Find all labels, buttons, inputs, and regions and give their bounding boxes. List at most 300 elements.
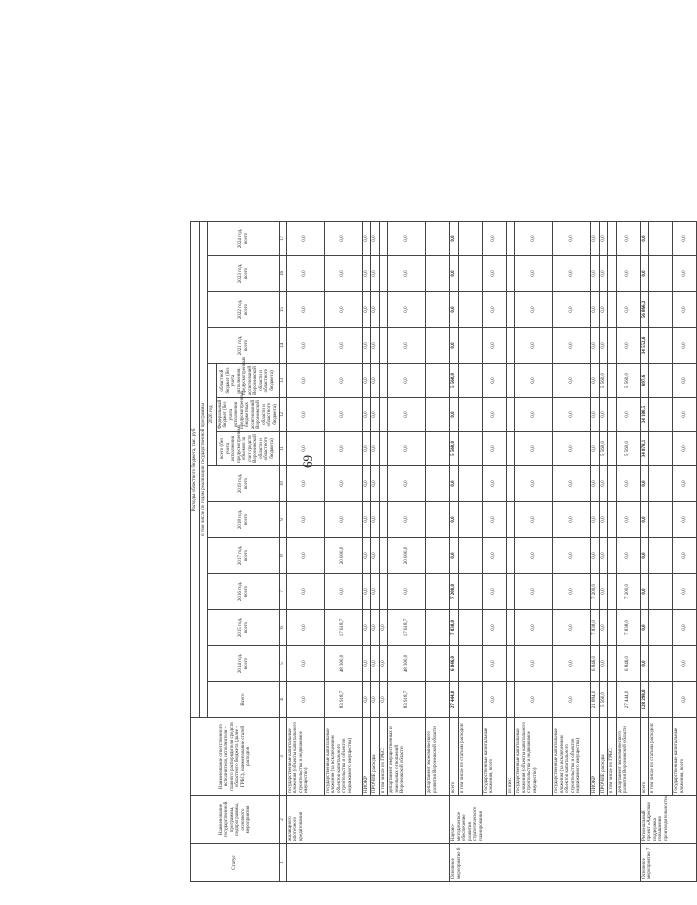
value-cell	[649, 398, 673, 432]
value-cell	[649, 538, 673, 574]
value-cell	[458, 398, 482, 432]
value-cell	[426, 466, 450, 502]
executor-cell: департамент экономического развития Воронежской области	[426, 718, 450, 796]
value-cell: 0,0	[450, 466, 459, 502]
value-cell	[506, 646, 515, 682]
value-cell	[458, 364, 482, 398]
value-cell	[458, 610, 482, 646]
value-cell: 0,0	[515, 292, 553, 328]
value-cell	[458, 466, 482, 502]
value-cell: 7 838,0	[616, 610, 640, 646]
value-cell: 0,0	[515, 502, 553, 538]
status-header: Статус	[191, 844, 280, 882]
value-cell: 0,0	[482, 502, 506, 538]
value-cell: 0,0	[616, 398, 640, 432]
value-cell: 6 846,0	[616, 646, 640, 682]
value-cell: 128 298,8	[640, 682, 649, 718]
value-cell	[649, 502, 673, 538]
value-cell	[608, 398, 617, 432]
value-cell: 0,0	[379, 682, 388, 718]
year-2019-header: 2019 год, всего	[208, 466, 280, 502]
value-cell: 0,0	[362, 538, 371, 574]
value-cell: 0,0	[371, 538, 380, 574]
value-cell: 34 878,1	[640, 432, 649, 466]
value-cell: 0,0	[388, 221, 426, 255]
value-cell: 0,0	[553, 292, 591, 328]
value-cell: 0,0	[286, 398, 324, 432]
value-cell	[608, 221, 617, 255]
column-number: 1	[280, 844, 287, 882]
table-row	[286, 221, 324, 881]
value-cell	[649, 256, 673, 292]
value-cell	[506, 364, 515, 398]
value-cell: 0,0	[362, 610, 371, 646]
value-cell: 0,0	[553, 574, 591, 610]
column-number: 6	[280, 610, 287, 646]
table-row	[450, 221, 459, 881]
executor-cell: в том числе по статьям расходов:	[649, 718, 673, 796]
table-row	[324, 221, 362, 881]
value-cell: 0,0	[388, 432, 426, 466]
table-row	[608, 221, 617, 881]
value-cell: 0,0	[673, 256, 697, 292]
value-cell: 0,0	[591, 538, 600, 574]
year-2021-header: 2021 год, всего	[208, 328, 280, 364]
value-cell: 0,0	[640, 574, 649, 610]
value-cell: 0,0	[286, 292, 324, 328]
year-2022-header: 2022 год, всего	[208, 292, 280, 328]
value-cell: 0,0	[640, 466, 649, 502]
value-cell: 0,0	[515, 466, 553, 502]
value-cell	[426, 502, 450, 538]
value-cell	[608, 292, 617, 328]
value-cell	[426, 646, 450, 682]
value-cell: 0,0	[324, 221, 362, 255]
value-cell: 0,0	[388, 398, 426, 432]
program-name-cell: жилищного ипотечного кредитования	[286, 796, 450, 844]
value-cell: 0,0	[450, 292, 459, 328]
value-cell: 0,0	[371, 432, 380, 466]
value-cell: 0,0	[673, 574, 697, 610]
value-cell: 0,0	[324, 398, 362, 432]
value-cell	[649, 574, 673, 610]
value-cell: 0,0	[599, 221, 608, 255]
value-cell: 0,0	[286, 221, 324, 255]
value-cell	[608, 538, 617, 574]
value-cell: 0,0	[286, 502, 324, 538]
value-cell: 0,0	[673, 502, 697, 538]
value-cell: 5 560,0	[616, 432, 640, 466]
value-cell	[608, 364, 617, 398]
value-cell: 7 200,0	[616, 574, 640, 610]
program-name-cell: Региональный проект «Адресная поддержка повышения производительности»	[640, 796, 697, 844]
value-cell: 7 838,0	[450, 610, 459, 646]
value-cell	[426, 256, 450, 292]
executor-cell: департамент имущественных и земельных отношений Воронежской области	[388, 718, 426, 796]
value-cell	[506, 256, 515, 292]
value-cell: 0,0	[515, 538, 553, 574]
value-cell: 0,0	[362, 328, 371, 364]
table-row	[362, 221, 371, 881]
value-cell	[649, 610, 673, 646]
value-cell	[506, 398, 515, 432]
value-cell: 34 180,5	[640, 398, 649, 432]
value-cell	[426, 398, 450, 432]
value-cell: 0,0	[673, 221, 697, 255]
value-cell: 0,0	[515, 256, 553, 292]
value-cell: 0,0	[599, 466, 608, 502]
budget-table-rotated	[190, 222, 687, 882]
table-row	[458, 221, 482, 881]
value-cell: 0,0	[371, 364, 380, 398]
value-cell: 0,0	[324, 574, 362, 610]
value-cell: 0,0	[515, 432, 553, 466]
value-cell	[458, 646, 482, 682]
value-cell: 697,6	[640, 364, 649, 398]
value-cell: 5 560,0	[599, 364, 608, 398]
value-cell: 0,0	[362, 221, 371, 255]
value-cell	[506, 466, 515, 502]
value-cell: 34 552,6	[640, 328, 649, 364]
value-cell: 7 200,0	[450, 574, 459, 610]
value-cell: 0,0	[591, 398, 600, 432]
value-cell: 83 918,7	[324, 682, 362, 718]
value-cell: 0,0	[616, 538, 640, 574]
value-cell	[608, 682, 617, 718]
value-cell	[458, 574, 482, 610]
value-cell: 0,0	[388, 256, 426, 292]
value-cell	[649, 292, 673, 328]
value-cell: 0,0	[640, 538, 649, 574]
value-cell: 0,0	[640, 221, 649, 255]
value-cell: 0,0	[371, 574, 380, 610]
executor-cell: государственные капитальные вложения (объекты капитального строительства и недвижимое имущество)	[515, 718, 553, 796]
value-cell	[426, 682, 450, 718]
value-cell	[426, 610, 450, 646]
value-cell: 0,0	[599, 502, 608, 538]
value-cell	[506, 502, 515, 538]
value-cell	[426, 328, 450, 364]
table-row	[426, 221, 450, 881]
value-cell	[426, 221, 450, 255]
year-2016-header: 2016 год, всего	[208, 574, 280, 610]
table-row	[379, 221, 388, 881]
value-cell: 0,0	[450, 502, 459, 538]
status-cell: Основное мероприятие 6	[450, 844, 641, 882]
value-cell: 0,0	[515, 364, 553, 398]
executor-cell: в том числе по ГРБС:	[379, 718, 388, 796]
value-cell: 56 866,2	[640, 292, 649, 328]
value-cell: 0,0	[591, 221, 600, 255]
executor-cell: НИОКР	[591, 718, 600, 796]
year-2020-federal-header: Федеральный бюджет (без учета исполнения предусмотренных бюджетных ассигнований Воронежской области и областного бюджета)	[216, 398, 280, 432]
value-cell: 0,0	[362, 574, 371, 610]
value-cell: 0,0	[640, 502, 649, 538]
executor-cell: НИОКР	[362, 718, 371, 796]
value-cell: 0,0	[591, 502, 600, 538]
value-cell: 0,0	[371, 256, 380, 292]
value-cell: 20 000,0	[324, 538, 362, 574]
value-cell: 7 200,0	[591, 574, 600, 610]
value-cell	[458, 502, 482, 538]
year-2014-header: 2014 год, всего	[208, 646, 280, 682]
table-row	[616, 221, 640, 881]
value-cell: 0,0	[591, 432, 600, 466]
value-cell: 0,0	[324, 502, 362, 538]
value-cell	[426, 574, 450, 610]
table-row	[515, 221, 553, 881]
value-cell: 0,0	[553, 256, 591, 292]
value-cell: 6 846,0	[591, 646, 600, 682]
value-cell: 0,0	[553, 221, 591, 255]
value-cell: 0,0	[482, 221, 506, 255]
value-cell: 0,0	[286, 646, 324, 682]
value-cell	[458, 328, 482, 364]
executor-cell: Государственные капитальные вложения, всего	[673, 718, 697, 796]
value-cell	[506, 610, 515, 646]
value-cell: 0,0	[371, 292, 380, 328]
executor-cell: Государственные капитальные вложения, всего	[482, 718, 506, 796]
value-cell: 0,0	[450, 398, 459, 432]
value-cell: 0,0	[599, 398, 608, 432]
value-cell: 0,0	[515, 398, 553, 432]
year-2020-regional-header: областной бюджет (без учета исполнения, предусмотренных ассигнований Воронежской области и областного бюджета)	[216, 364, 280, 398]
value-cell: 0,0	[286, 432, 324, 466]
value-cell: 0,0	[371, 682, 380, 718]
value-cell: 0,0	[616, 221, 640, 255]
value-cell	[608, 328, 617, 364]
value-cell	[608, 646, 617, 682]
program-name-cell: Научно-методическое обеспечение развития стратегического планирования	[450, 796, 641, 844]
total-header: Всего	[208, 682, 280, 718]
value-cell: 0,0	[482, 466, 506, 502]
value-cell: 0,0	[371, 328, 380, 364]
value-cell: 0,0	[673, 610, 697, 646]
value-cell	[506, 682, 515, 718]
value-cell: 0,0	[371, 646, 380, 682]
value-cell: 7 838,0	[591, 610, 600, 646]
table-row	[482, 221, 506, 881]
value-cell: 0,0	[553, 328, 591, 364]
value-cell: 0,0	[324, 466, 362, 502]
value-cell: 0,0	[371, 466, 380, 502]
value-cell: 0,0	[482, 574, 506, 610]
value-cell: 0,0	[482, 610, 506, 646]
value-cell: 0,0	[553, 432, 591, 466]
value-cell: 0,0	[553, 538, 591, 574]
year-2017-header: 2017 год, всего	[208, 538, 280, 574]
value-cell	[506, 538, 515, 574]
value-cell: 0,0	[591, 292, 600, 328]
value-cell: 0,0	[591, 328, 600, 364]
value-cell: 0,0	[673, 364, 697, 398]
table-row	[673, 221, 697, 881]
value-cell: 0,0	[482, 256, 506, 292]
value-cell: 5 560,0	[599, 682, 608, 718]
value-cell: 0,0	[286, 538, 324, 574]
value-cell	[458, 256, 482, 292]
value-cell: 5 560,0	[450, 364, 459, 398]
value-cell: 0,0	[388, 328, 426, 364]
value-cell: 0,0	[286, 610, 324, 646]
value-cell	[649, 328, 673, 364]
value-cell: 0,0	[599, 256, 608, 292]
executor-cell: государственные капитальные вложения (за исключением объектов капитального строительства и объектов недвижимого имущества)	[553, 718, 591, 796]
value-cell: 0,0	[553, 398, 591, 432]
value-cell: 0,0	[673, 432, 697, 466]
value-cell	[379, 398, 388, 432]
year-2015-header: 2015 год, всего	[208, 610, 280, 646]
value-cell	[608, 574, 617, 610]
value-cell	[379, 328, 388, 364]
value-cell: 0,0	[286, 328, 324, 364]
value-cell: 0,0	[286, 574, 324, 610]
value-cell: 0,0	[482, 432, 506, 466]
value-cell: 0,0	[482, 364, 506, 398]
value-cell	[379, 221, 388, 255]
value-cell: 0,0	[362, 364, 371, 398]
value-cell: 0,0	[673, 328, 697, 364]
value-cell: 0,0	[286, 256, 324, 292]
status-cell	[286, 844, 450, 882]
value-cell: 0,0	[599, 292, 608, 328]
value-cell	[379, 364, 388, 398]
value-cell: 0,0	[482, 398, 506, 432]
table-row	[640, 221, 649, 881]
value-cell: 0,0	[553, 610, 591, 646]
column-number: 16	[280, 256, 287, 292]
executor-header: Наименование ответственного исполнителя, исполнителя - главного распорядителя средств областного бюджета (далее - ГРБС), наименование статей расходов	[191, 718, 280, 796]
value-cell: 0,0	[640, 256, 649, 292]
value-cell: 0,0	[286, 466, 324, 502]
column-number: 3	[280, 718, 287, 796]
value-cell	[426, 538, 450, 574]
executor-cell: в том числе по статьям расходов:	[458, 718, 482, 796]
value-cell: 0,0	[673, 682, 697, 718]
expenses-subtitle: в том числе по годам реализации государственной программы	[199, 221, 208, 717]
value-cell: 0,0	[482, 292, 506, 328]
value-cell: 0,0	[379, 646, 388, 682]
value-cell	[458, 221, 482, 255]
value-cell	[608, 256, 617, 292]
value-cell: 0,0	[371, 221, 380, 255]
value-cell	[649, 221, 673, 255]
year-2023-header: 2023 год, всего	[208, 256, 280, 292]
value-cell: 0,0	[286, 682, 324, 718]
value-cell: 0,0	[515, 328, 553, 364]
value-cell: 0,0	[362, 502, 371, 538]
value-cell	[379, 432, 388, 466]
value-cell: 0,0	[599, 610, 608, 646]
executor-cell: департамент экономического развития Воронежской области	[616, 718, 640, 796]
value-cell	[608, 432, 617, 466]
executor-cell: всего	[640, 718, 649, 796]
value-cell	[608, 610, 617, 646]
value-cell: 0,0	[388, 574, 426, 610]
value-cell	[649, 432, 673, 466]
value-cell	[608, 466, 617, 502]
value-cell: 0,0	[591, 466, 600, 502]
value-cell	[426, 364, 450, 398]
value-cell: 0,0	[362, 432, 371, 466]
column-number: 15	[280, 292, 287, 328]
executor-cell: государственные капитальные вложения (объекты капитального строительства и недвижимое имущество)	[286, 718, 324, 796]
page-number: 69	[300, 455, 315, 468]
table-row	[388, 221, 426, 881]
value-cell	[506, 574, 515, 610]
executor-cell: ПРОЧИЕ расходы	[371, 718, 380, 796]
value-cell: 0,0	[599, 574, 608, 610]
value-cell: 0,0	[388, 364, 426, 398]
value-cell: 0,0	[515, 574, 553, 610]
value-cell	[379, 574, 388, 610]
column-number: 10	[280, 466, 287, 502]
value-cell: 48 300,0	[324, 646, 362, 682]
column-number: 7	[280, 574, 287, 610]
value-cell: 0,0	[515, 221, 553, 255]
column-number: 17	[280, 221, 287, 255]
value-cell: 0,0	[362, 398, 371, 432]
year-2020-total-header: всего (без учета исполнения предусмотренных объемов за счет средств Воронежской области и областного бюджета)	[216, 432, 280, 466]
value-cell: 0,0	[324, 432, 362, 466]
value-cell: 0,0	[450, 256, 459, 292]
value-cell: 0,0	[324, 256, 362, 292]
value-cell: 17 618,7	[388, 610, 426, 646]
value-cell: 0,0	[673, 538, 697, 574]
value-cell: 27 444,0	[450, 682, 459, 718]
expenses-title: Расходы областного бюджета, тыс. руб.	[191, 221, 200, 717]
table-row	[649, 221, 673, 881]
value-cell: 0,0	[482, 328, 506, 364]
value-cell: 0,0	[324, 364, 362, 398]
value-cell: 0,0	[515, 610, 553, 646]
value-cell: 0,0	[673, 398, 697, 432]
value-cell: 0,0	[553, 646, 591, 682]
executor-cell: ПРОЧИЕ расходы	[599, 718, 608, 796]
column-number: 2	[280, 796, 287, 844]
value-cell: 0,0	[616, 328, 640, 364]
value-cell: 0,0	[362, 466, 371, 502]
value-cell: 5 560,0	[599, 432, 608, 466]
value-cell: 0,0	[515, 682, 553, 718]
value-cell: 0,0	[640, 646, 649, 682]
value-cell	[506, 292, 515, 328]
value-cell: 0,0	[362, 646, 371, 682]
value-cell: 0,0	[450, 328, 459, 364]
column-number: 11	[280, 432, 287, 466]
value-cell: 83 918,7	[388, 682, 426, 718]
value-cell: 0,0	[362, 292, 371, 328]
value-cell: 0,0	[324, 292, 362, 328]
value-cell	[649, 682, 673, 718]
value-cell	[458, 292, 482, 328]
value-cell: 0,0	[388, 502, 426, 538]
column-number: 12	[280, 398, 287, 432]
value-cell: 0,0	[640, 610, 649, 646]
value-cell: 0,0	[450, 538, 459, 574]
value-cell: 0,0	[616, 466, 640, 502]
table-row	[506, 221, 515, 881]
value-cell: 0,0	[388, 466, 426, 502]
value-cell: 0,0	[388, 292, 426, 328]
value-cell	[379, 502, 388, 538]
value-cell	[426, 292, 450, 328]
value-cell	[379, 538, 388, 574]
value-cell: 17 618,7	[324, 610, 362, 646]
value-cell: 0,0	[599, 538, 608, 574]
value-cell: 48 300,0	[388, 646, 426, 682]
value-cell: 0,0	[599, 646, 608, 682]
